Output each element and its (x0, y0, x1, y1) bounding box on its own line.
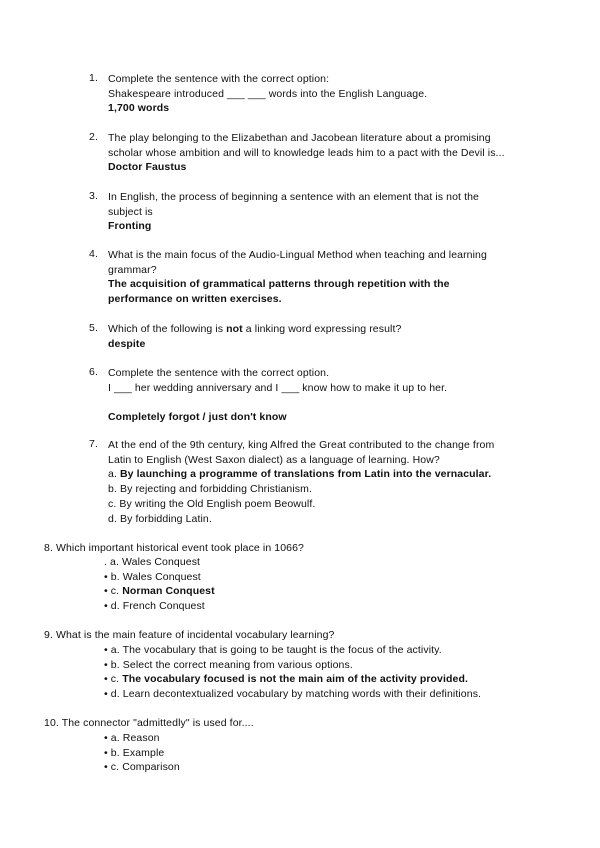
option-prefix: • c. (104, 761, 123, 774)
option-c (104, 760, 180, 775)
option-c (108, 497, 518, 512)
question-text: The play belonging to the Elizabethan and Jacobean literature about a promising (108, 132, 491, 144)
option-b (104, 658, 481, 673)
option-prefix: • d. (104, 600, 123, 613)
option-prefix: d. (108, 512, 120, 525)
question-text: In English, the process of beginning a sentence with an element that is not the (108, 191, 479, 203)
option-prefix: c. (108, 497, 120, 510)
option-prefix: • b. (104, 570, 123, 583)
question-8-options (104, 555, 215, 614)
option-prefix: • b. (104, 658, 123, 671)
question-text: What is the main focus of the Audio-Lingual Method when teaching and learning (108, 249, 487, 261)
option-prefix: b. (108, 483, 120, 496)
question-text-part: Which of the following is (108, 323, 227, 335)
option-text: Learn decontextualized vocabulary by matching words with their definitions. (122, 688, 482, 701)
question-number: 2. (89, 131, 98, 143)
option-b (104, 746, 180, 761)
question-number: 7. (89, 438, 98, 450)
answer-text: performance on written exercises. (108, 293, 282, 306)
question-text: subject is (108, 205, 153, 218)
answer-text: Fronting (108, 220, 152, 233)
question-text: Complete the sentence with the correct option: (108, 73, 330, 85)
option-d (104, 687, 481, 702)
option-a (104, 643, 481, 658)
option-text: By writing the Old English poem Beowulf. (119, 497, 316, 510)
question-text: Latin to English (West Saxon dialect) as a language of learning. How? (108, 453, 440, 466)
option-prefix: • c. (104, 585, 123, 598)
question-text (108, 322, 518, 337)
answer-text: 1,700 words (108, 102, 170, 115)
answer-text: despite (108, 337, 146, 350)
question-number: 5. (89, 322, 98, 334)
question-text: Shakespeare introduced ___ ___ words into the English Language. (108, 87, 428, 100)
option-b (104, 570, 215, 585)
option-text: Wales Conquest (122, 556, 201, 568)
option-prefix: • c. (104, 673, 123, 686)
option-text: French Conquest (122, 600, 205, 613)
question-10: 10. The connector "admittedly" is used for.... (44, 717, 254, 729)
option-prefix: • a. (104, 732, 123, 744)
option-prefix: • a. (104, 644, 123, 656)
option-prefix: a. (108, 468, 120, 481)
question-text-emphasis: not (226, 323, 243, 335)
question-text: grammar? (108, 263, 157, 276)
question-number: 3. (89, 190, 98, 202)
option-text: The vocabulary focused is not the main aim of the activity provided. (122, 673, 468, 686)
question-9-options (104, 643, 481, 702)
option-text: Select the correct meaning from various options. (122, 658, 353, 671)
question-text-part: a linking word expressing result? (242, 323, 402, 335)
question-text: At the end of the 9th century, king Alfred the Great contributed to the change from (108, 439, 495, 451)
option-prefix: • d. (104, 688, 123, 701)
question-text: scholar whose ambition and will to knowledge leads him to a pact with the Devil is... (108, 146, 505, 159)
question-9: 9. What is the main feature of incidental vocabulary learning? (44, 629, 335, 641)
option-text: Reason (122, 732, 160, 744)
answer-text: Completely forgot / just don't know (108, 411, 287, 424)
option-text: By launching a programme of translations from Latin into the vernacular. (119, 468, 492, 481)
answer-text: The acquisition of grammatical patterns through repetition with the (108, 278, 450, 291)
question-number: 4. (89, 248, 98, 260)
option-a (104, 731, 180, 746)
option-c (104, 584, 215, 599)
option-b (108, 482, 518, 497)
option-text: Wales Conquest (122, 570, 201, 583)
answer-text: Doctor Faustus (108, 161, 187, 174)
option-a (108, 467, 518, 482)
option-c (104, 672, 481, 687)
option-text: Norman Conquest (122, 585, 215, 598)
option-text: Example (122, 746, 165, 759)
option-text: The vocabulary that is going to be taught is the focus of the activity. (122, 644, 442, 656)
option-text: By forbidding Latin. (119, 512, 212, 525)
option-prefix: . a. (104, 556, 123, 568)
question-8: 8. Which important historical event took place in 1066? (44, 542, 304, 554)
option-d (104, 599, 215, 614)
question-number: 1. (89, 72, 98, 84)
question-10-options (104, 731, 180, 775)
option-a (104, 555, 215, 570)
option-prefix: • b. (104, 746, 123, 759)
question-number: 6. (89, 366, 98, 378)
option-d (108, 512, 518, 527)
option-text: Comparison (122, 761, 180, 774)
question-text: Complete the sentence with the correct option. (108, 367, 330, 379)
question-text: I ___ her wedding anniversary and I ___ know how to make it up to her. (108, 381, 448, 394)
option-text: By rejecting and forbidding Christianism. (119, 483, 313, 496)
